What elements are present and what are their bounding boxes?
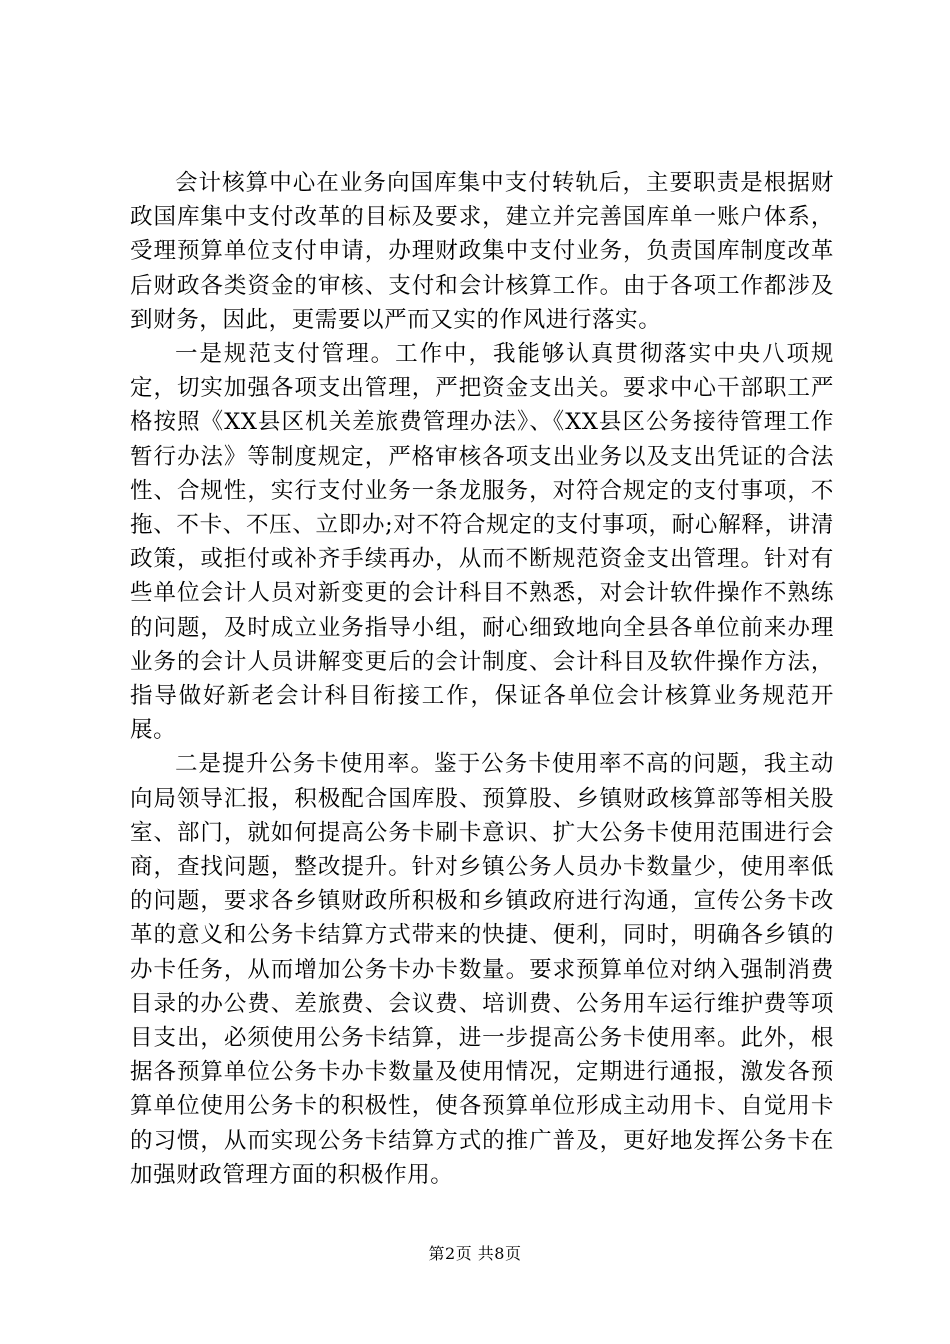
- paragraph-official-card: 二是提升公务卡使用率。鉴于公务卡使用率不高的问题，我主动向局领导汇报，积极配合国库股、预算股、乡镇财政核算部等相关股室、部门，就如何提高公务卡刷卡意识、扩大公务卡使用范围进行会商，查找问题，整改提升。针对乡镇公务人员办卡数量少，使用率低的问题，要求各乡镇财政所积极和乡镇政府进行沟通，宣传公务卡改革的意义和公务卡结算方式带来的快捷、便利，同时，明确各乡镇的办卡任务，从而增加公务卡办卡数量。要求预算单位对纳入强制消费目录的办公费、差旅费、会议费、培训费、公务用车运行维护费等项目支出，必须使用公务卡结算，进一步提高公务卡使用率。此外，根据各预算单位公务卡办卡数量及使用情况，定期进行通报，激发各预算单位使用公务卡的积极性，使各预算单位形成主动用卡、自觉用卡的习惯，从而实现公务卡结算方式的推广普及，更好地发挥公务卡在加强财政管理方面的积极作用。: [130, 751, 834, 1188]
- document-body: [130, 166, 834, 1192]
- paragraph-payment-management: 一是规范支付管理。工作中，我能够认真贯彻落实中央八项规定，切实加强各项支出管理，严把资金支出关。要求中心干部职工严格按照《XX县区机关差旅费管理办法》、《XX县区公务接待管理工作暂行办法》等制度规定，严格审核各项支出业务以及支出凭证的合法性、合规性，实行支付业务一条龙服务，对符合规定的支付事项，不拖、不卡、不压、立即办;对不符合规定的支付事项，耐心解释，讲清政策，或拒付或补齐手续再办，从而不断规范资金支出管理。针对有些单位会计人员对新变更的会计科目不熟悉，对会计软件操作不熟练的问题，及时成立业务指导小组，耐心细致地向全县各单位前来办理业务的会计人员讲解变更后的会计制度、会计科目及软件操作方法，指导做好新老会计科目衔接工作，保证各单位会计核算业务规范开展。: [130, 341, 834, 744]
- page-number-footer: 第2页 共8页: [428, 1244, 522, 1263]
- paragraph-intro: 会计核算中心在业务向国库集中支付转轨后，主要职责是根据财政国库集中支付改革的目标及要求，建立并完善国库单一账户体系，受理预算单位支付申请，办理财政集中支付业务，负责国库制度改革后财政各类资金的审核、支付和会计核算工作。由于各项工作都涉及到财务，因此，更需要以严而又实的作风进行落实。: [130, 170, 834, 333]
